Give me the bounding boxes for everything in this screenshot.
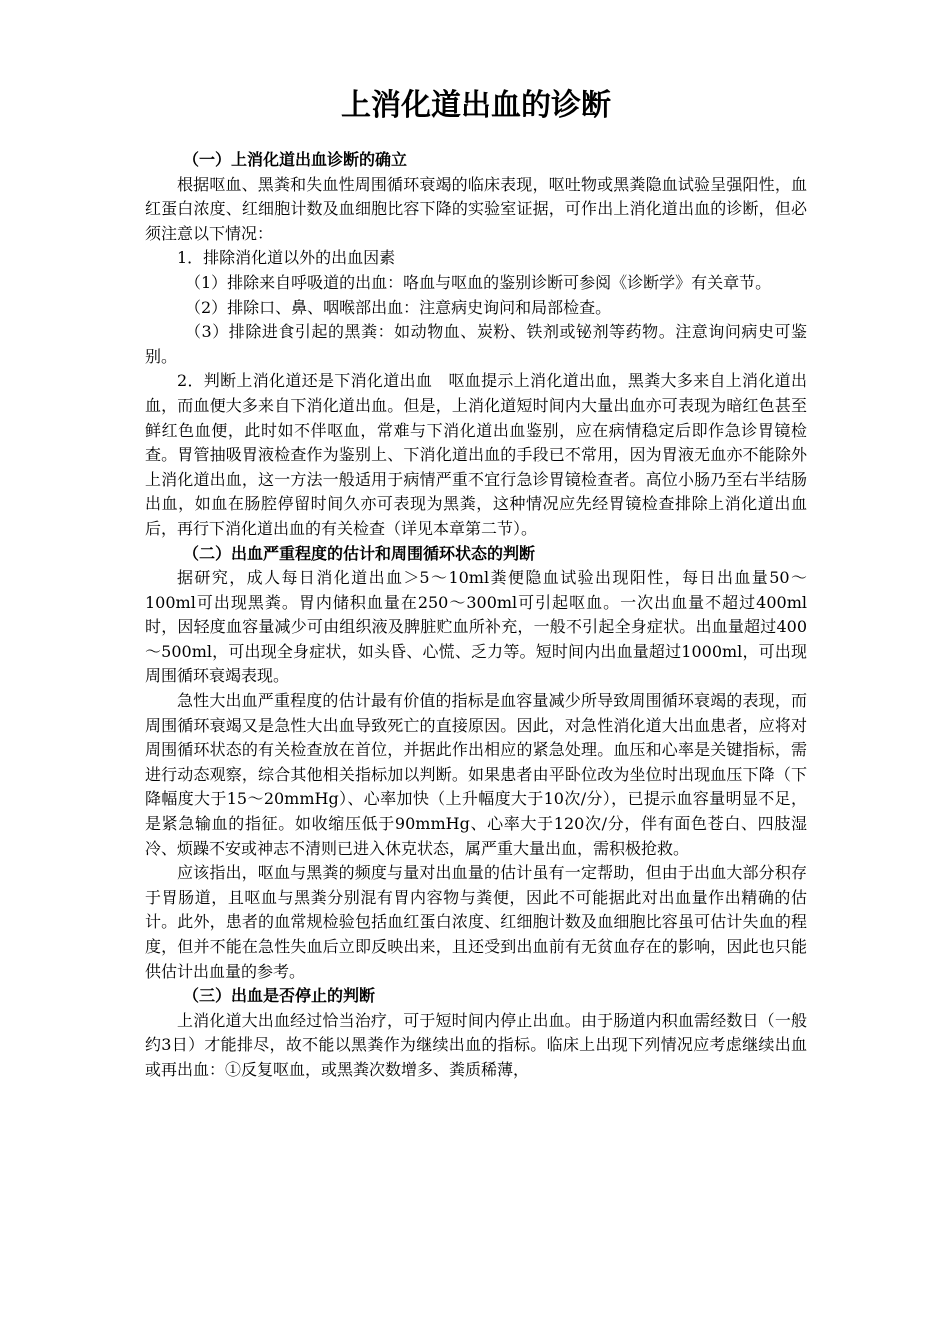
paragraph: 应该指出，呕血与黑粪的频度与量对出血量的估计虽有一定帮助，但由于出血大部分积存于胃肠道，且呕血与黑粪分别混有胃内容物与粪便，因此不可能据此对出血量作出精确的估计。此外，患者的血常规检验包括血红蛋白浓度、红细胞计数及血细胞比容虽可估计失血的程度，但并不能在急性失血后立即反映出来，且还受到出血前有无贫血存在的影响，因此也只能供估计出血量的参考。 [145, 863, 807, 981]
paragraph: （1）排除来自呼吸道的出血：咯血与呕血的鉴别诊断可参阅《诊断学》有关章节。 [185, 272, 772, 292]
paragraph: （2）排除口、鼻、咽喉部出血：注意病史询问和局部检查。 [185, 297, 612, 317]
paragraph: 上消化道大出血经过恰当治疗，可于短时间内停止出血。由于肠道内积血需经数日（一般约3日）才能排尽，故不能以黑粪作为继续出血的指标。临床上出现下列情况应考虑继续出血或再出血：①反复呕血，或黑粪次数增多、粪质稀薄， [145, 1010, 807, 1079]
paragraph: （3）排除进食引起的黑粪：如动物血、炭粉、铁剂或铋剂等药物。注意询问病史可鉴别。 [145, 322, 807, 366]
section-heading-3: （三）出血是否停止的判断 [183, 986, 376, 1006]
paragraph: 2．判断上消化道还是下消化道出血 呕血提示上消化道出血，黑粪大多来自上消化道出血，而血便大多来自下消化道出血。但是，上消化道短时间内大量出血亦可表现为暗红色甚至鲜红色血便，此时如不伴呕血，常难与下消化道出血鉴别，应在病情稳定后即作急诊胃镜检查。胃管抽吸胃液检查作为鉴别上、下消化道出血的手段已不常用，因为胃液无血亦不能除外上消化道出血，这一方法一般适用于病情严重不宜行急诊胃镜检查者。高位小肠乃至右半结肠出血，如血在肠腔停留时间久亦可表现为黑粪，这种情况应先经胃镜检查排除上消化道出血后，再行下消化道出血的有关检查（详见本章第二节）。 [145, 371, 807, 538]
paragraph: 1．排除消化道以外的出血因素 [177, 248, 396, 268]
document-title: 上消化道出血的诊断 [341, 88, 611, 123]
section-heading-1: （一）上消化道出血诊断的确立 [183, 150, 408, 169]
paragraph: 根据呕血、黑粪和失血性周围循环衰竭的临床表现，呕吐物或黑粪隐血试验呈强阳性，血红蛋白浓度、红细胞计数及血细胞比容下降的实验室证据，可作出上消化道出血的诊断，但必须注意以下情况： [145, 174, 807, 243]
document-page [145, 86, 807, 1083]
section-heading-2: （二）出血严重程度的估计和周围循环状态的判断 [183, 543, 536, 563]
paragraph: 急性大出血严重程度的估计最有价值的指标是血容量减少所导致周围循环衰竭的表现，而周围循环衰竭又是急性大出血导致死亡的直接原因。因此，对急性消化道大出血患者，应将对周围循环状态的有关检查放在首位，并据此作出相应的紧急处理。血压和心率是关键指标，需进行动态观察，综合其他相关指标加以判断。如果患者由平卧位改为坐位时出现血压下降（下降幅度大于15～20mmHg）、心率加快（上升幅度大于10次/分），已提示血容量明显不足，是紧急输血的指征。如收缩压低于90mmHg、心率大于120次/分，伴有面色苍白、四肢湿冷、烦躁不安或神志不清则已进入休克状态，属严重大量出血，需积极抢救。 [145, 691, 807, 858]
paragraph: 据研究，成人每日消化道出血＞5～10ml粪便隐血试验出现阳性，每日出血量50～100ml可出现黑粪。胃内储积血量在250～300ml可引起呕血。一次出血量不超过400ml时，因轻度血容量减少可由组织液及脾脏贮血所补充，一般不引起全身症状。出血量超过400～500ml，可出现全身症状，如头昏、心慌、乏力等。短时间内出血量超过1000ml，可出现周围循环衰竭表现。 [145, 568, 807, 686]
